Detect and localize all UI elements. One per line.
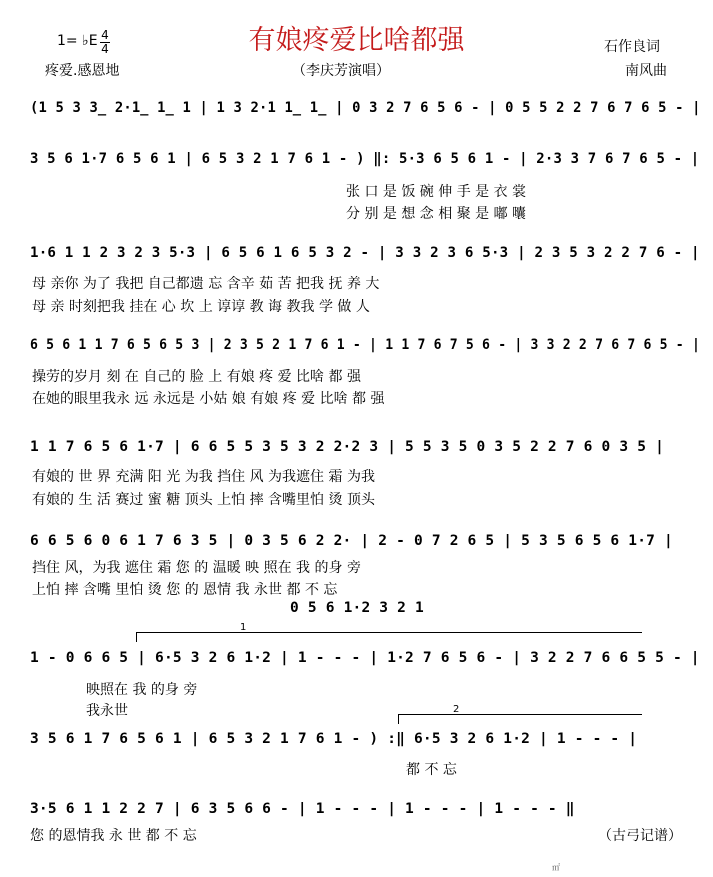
- lyric-5-verse-2: 有娘的 生 活 赛过 蜜 糖 顶头 上怕 摔 含嘴里怕 烫 顶头: [32, 492, 375, 508]
- tempo-expression: 疼爱.感恩地: [45, 63, 120, 79]
- performer-credit: （李庆芳演唱）: [292, 63, 390, 79]
- lyric-7-verse-2: 我永世: [86, 703, 128, 719]
- volta-1-number: 1: [240, 622, 247, 633]
- lyric-4-verse-2: 在她的眼里我永 远 永远是 小姑 娘 有娘 疼 爱 比啥 都 强: [32, 391, 385, 407]
- score-line-5: 1 1 7 6 5 6 1·7 | 6 6 5 5 3 5 3 2 2·2 3 | 5 5 3 5 0 3 5 2 2 7 6 0 3 5 |: [30, 439, 665, 455]
- lyric-2-verse-2: 分 别 是 想 念 相 聚 是 嘟 囔: [346, 206, 527, 222]
- volta-1-bracket: [136, 632, 642, 633]
- volta-2-bracket: [398, 714, 642, 715]
- ossia-line: 0 5 6 1·2 3 2 1: [290, 600, 424, 616]
- score-line-4: 6 5 6 1 1 7 6 5 6 5 3 | 2 3 5 2 1 7 6 1 - | 1 1 7 6 7 5 6 - | 3 3 2 2 7 6 7 6 5 - |: [30, 337, 701, 353]
- composer-credit: 南风曲: [625, 63, 667, 79]
- meter-bottom: 4: [101, 42, 109, 56]
- volta-2-hook: [398, 714, 399, 724]
- score-line-2: 3 5 6 1·7 6 5 6 1 | 6 5 3 2 1 7 6 1 - ) ‖: 5·3 6 5 6 1 - | 2·3 3 7 6 7 6 5 - |: [30, 151, 700, 167]
- lyric-9: 您 的恩情我 永 世 都 不 忘: [30, 828, 197, 844]
- volta-2-number: 2: [453, 704, 460, 715]
- score-line-7: 1 - 0 6 6 5 | 6·5 3 2 6 1·2 | 1 - - - | 1·2 7 6 5 6 - | 3 2 2 7 6 6 5 5 - |: [30, 650, 700, 666]
- score-line-8: 3 5 6 1 7 6 5 6 1 | 6 5 3 2 1 7 6 1 - ) :‖ 6·5 3 2 6 1·2 | 1 - - - |: [30, 731, 638, 747]
- meter-top: 4: [101, 28, 109, 42]
- score-line-3: 1·6 1 1 2 3 2 3 5·3 | 6 5 6 1 6 5 3 2 - | 3 3 2 3 6 5·3 | 2 3 5 3 2 2 7 6 - |: [30, 245, 700, 261]
- lyric-6-verse-2: 上怕 摔 含嘴 里怕 烫 您 的 恩情 我 永世 都 不 忘: [32, 582, 338, 598]
- score-line-1: (1 5 3 3̲ 2·1̲ 1̲ 1 | 1 3 2·1 1̲ 1̲ | 0 3 2 7 6 5 6 - | 0 5 5 2 2 7 6 7 6 5 - |: [30, 100, 701, 116]
- volta-1-hook: [136, 632, 137, 642]
- footer-mark: ㎡: [552, 863, 560, 872]
- lyric-8: 都 不 忘: [406, 762, 457, 778]
- lyric-3-verse-1: 母 亲你 为了 我把 自己都遗 忘 含辛 茹 苦 把我 抚 养 大: [32, 276, 380, 292]
- lyric-2-verse-1: 张 口 是 饭 碗 伸 手 是 衣 裳: [346, 184, 527, 200]
- lyric-5-verse-1: 有娘的 世 界 充满 阳 光 为我 挡住 风 为我遮住 霜 为我: [32, 469, 375, 485]
- song-title: 有娘疼爱比啥都强: [248, 25, 465, 56]
- score-line-6: 6 6 5 6 0 6 1 7 6 3 5 | 0 3 5 6 2 2· | 2 - 0 7 2 6 5 | 5 3 5 6 5 6 1·7 |: [30, 533, 673, 549]
- lyricist-credit: 石作良词: [604, 39, 660, 55]
- time-signature: [100, 29, 110, 55]
- transcriber-note: （古弓记谱）: [598, 828, 682, 844]
- lyric-3-verse-2: 母 亲 时刻把我 挂在 心 坎 上 谆谆 教 诲 教我 学 做 人: [32, 299, 370, 315]
- key-signature: 1= ♭E: [57, 33, 98, 49]
- lyric-4-verse-1: 操劳的岁月 刻 在 自己的 脸 上 有娘 疼 爱 比啥 都 强: [32, 369, 361, 385]
- lyric-6-verse-1: 挡住 风，为我 遮住 霜 您 的 温暖 映 照在 我 的身 旁: [32, 560, 361, 576]
- score-line-9: 3·5 6 1 1 2 2 7 | 6 3 5 6 6 - | 1 - - - | 1 - - - | 1 - - - ‖: [30, 801, 575, 817]
- lyric-7-verse-1: 映照在 我 的身 旁: [86, 682, 198, 698]
